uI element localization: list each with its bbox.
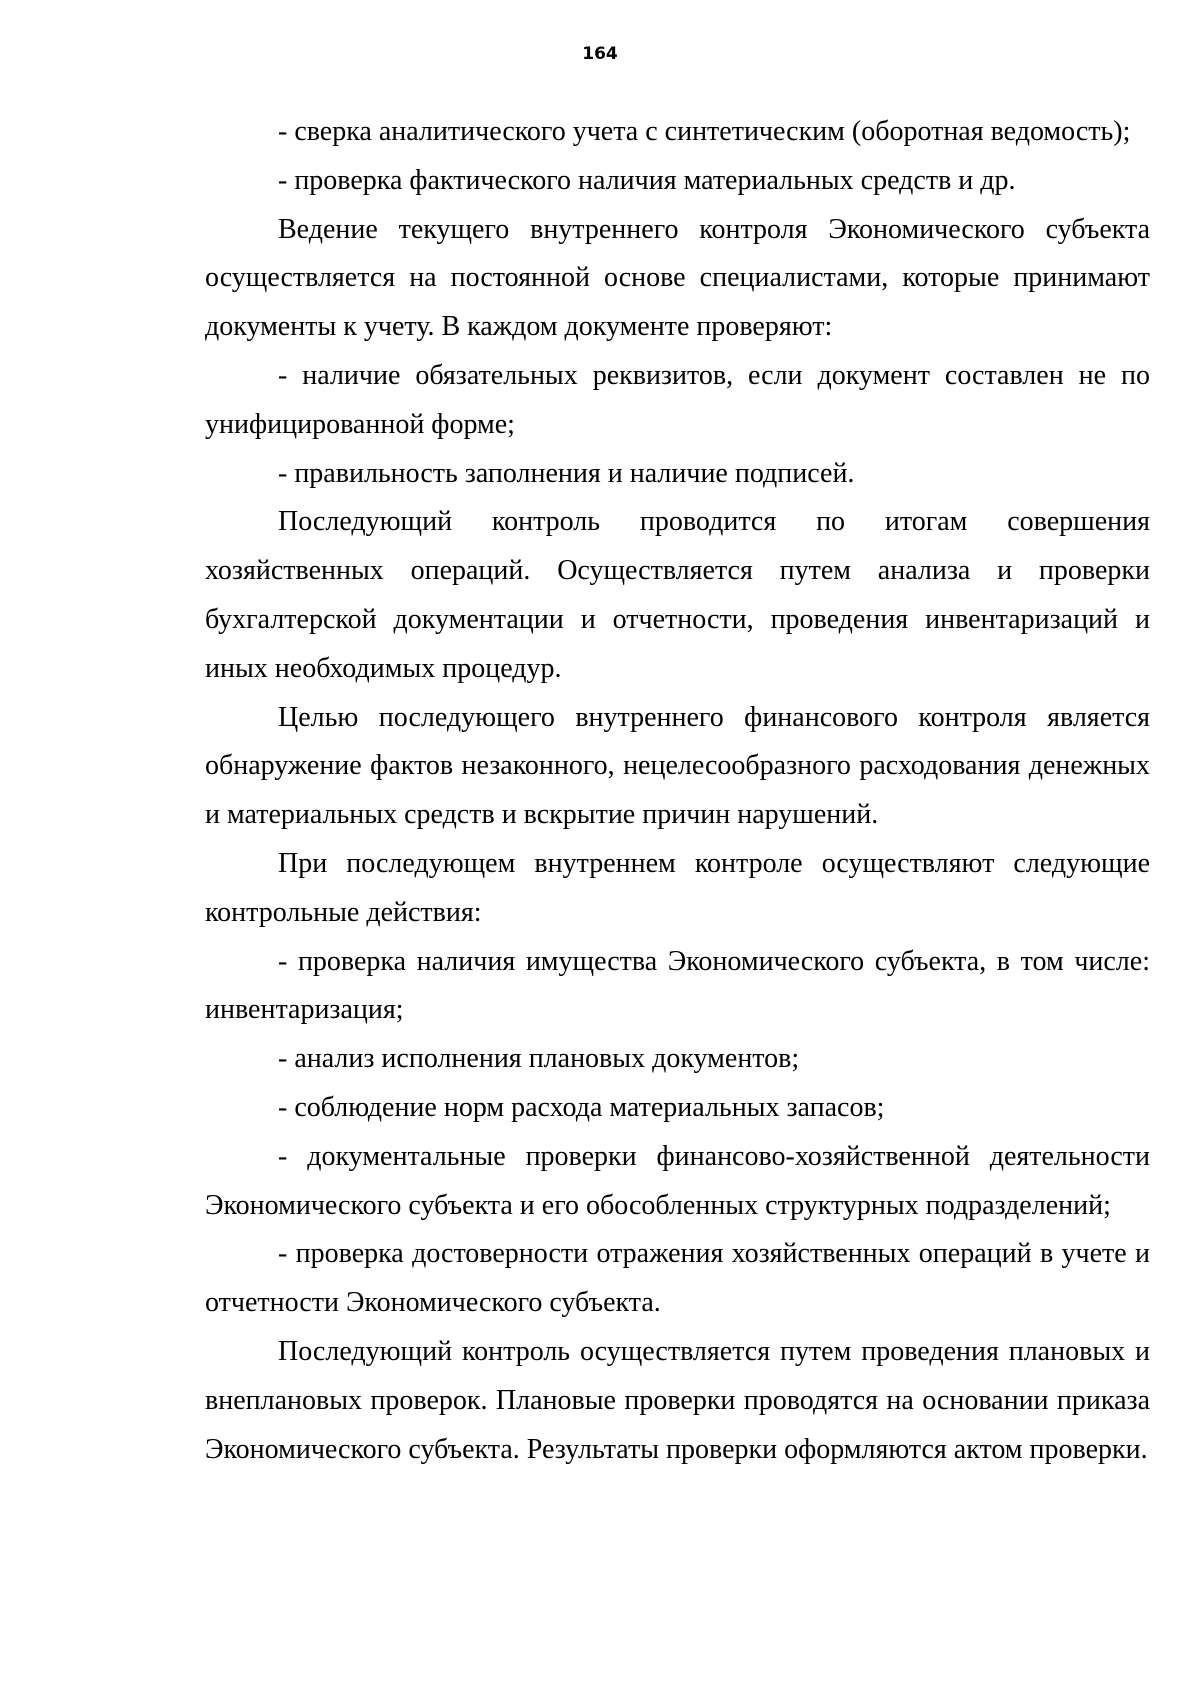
list-item-documentary-checks: - документальные проверки финансово-хозяйственной деятельности Экономического субъекта и его обособленных структурных подразделений; bbox=[205, 1140, 1150, 1221]
list-item-requisites: - наличие обязательных реквизитов, если документ составлен не по унифицированной форме; bbox=[205, 359, 1150, 440]
page-number: 164 bbox=[582, 44, 618, 64]
list-item-reliability-check: - проверка достоверности отражения хозяйственных операций в учете и отчетности Экономического субъекта. bbox=[205, 1238, 1150, 1319]
list-item-signatures: - правильность заполнения и наличие подписей. bbox=[278, 457, 855, 489]
list-item-norms: - соблюдение норм расхода материальных запасов; bbox=[278, 1091, 885, 1123]
paragraph-inspections: Последующий контроль осуществляется путем проведения плановых и внеплановых проверок. Плановые проверки проводятся на основании приказа Экономического субъекта. Результаты проверки оформляются актом проверки. bbox=[205, 1335, 1150, 1465]
paragraph-control-actions: При последующем внутреннем контроле осуществляют следующие контрольные действия: bbox=[205, 847, 1150, 928]
document-body bbox=[205, 108, 1150, 1474]
paragraph-current-control: Ведение текущего внутреннего контроля Экономического субъекта осуществляется на постоянной основе специалистами, которые принимают документы к учету. В каждом документе проверяют: bbox=[205, 213, 1150, 343]
paragraph-control-goal: Целью последующего внутреннего финансового контроля является обнаружение фактов незаконного, нецелесообразного расходования денежных и материальных средств и вскрытие причин нарушений. bbox=[205, 701, 1150, 831]
list-item-material-check: - проверка фактического наличия материальных средств и др. bbox=[278, 164, 1016, 196]
paragraph-subsequent-control: Последующий контроль проводится по итогам совершения хозяйственных операций. Осуществляется путем анализа и проверки бухгалтерской документации и отчетности, проведения инвентаризаций и иных необходимых процедур. bbox=[205, 506, 1150, 684]
list-item-plan-analysis: - анализ исполнения плановых документов; bbox=[278, 1043, 800, 1075]
list-item-property-check: - проверка наличия имущества Экономического субъекта, в том числе: инвентаризация; bbox=[205, 945, 1150, 1026]
list-item-reconciliation: - сверка аналитического учета с синтетическим (оборотная ведомость); bbox=[278, 116, 1131, 147]
